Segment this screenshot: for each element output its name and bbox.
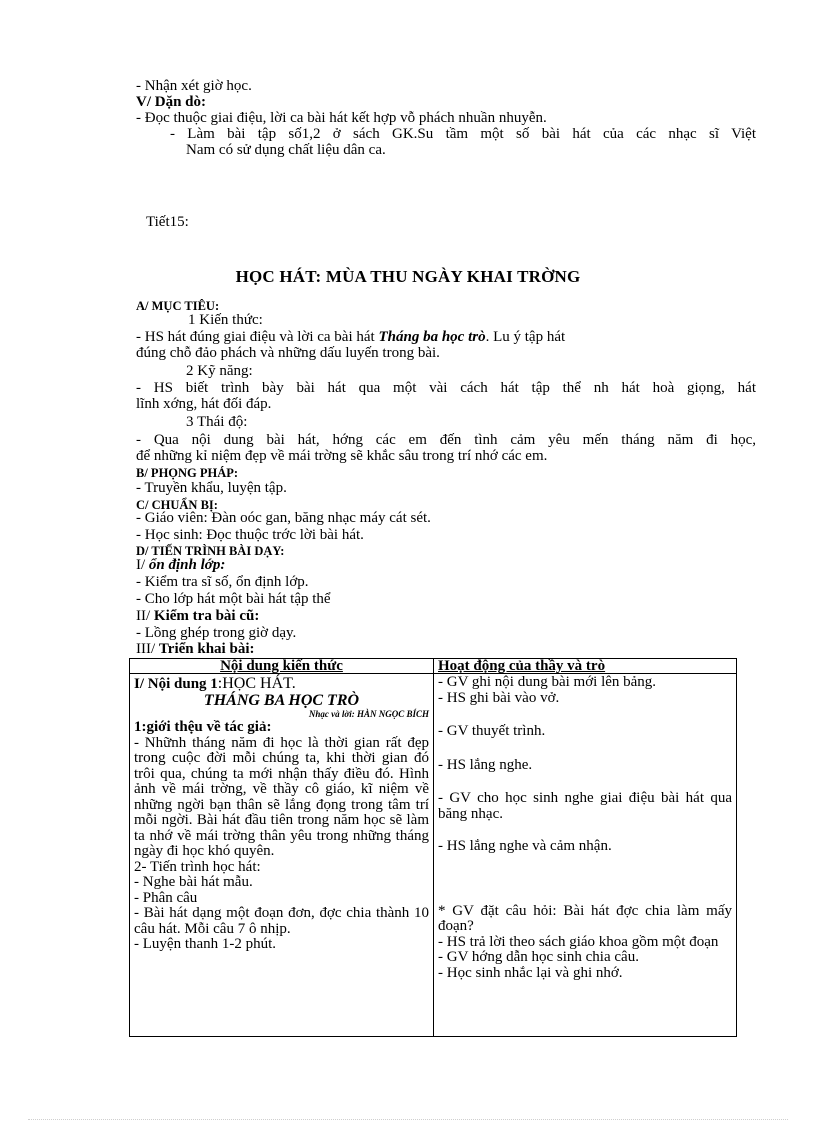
section-d1-line-2: - Cho lớp hát một bài hát tập thể <box>136 591 331 607</box>
activity-item: - HS lắng nghe và cảm nhận. <box>438 838 612 854</box>
activity-item: - GV ghi nội dung bài mới lên bảng. <box>438 674 657 690</box>
section-homework-heading: V/ Dặn dò: <box>136 94 207 110</box>
lesson-title: HỌC HÁT: MÙA THU NGÀY KHAI TRỜNG <box>235 267 581 286</box>
process-step-3: - Bài hát dạng một đoạn đơn, đợc chia thành 10 câu hát. Mỗi câu 7 ô nhịp. <box>134 905 429 937</box>
section-c-line-2: - Học sinh: Đọc thuộc trớc lời bài hát. <box>136 527 364 543</box>
activity-item: - HS lắng nghe. <box>438 756 533 773</box>
process-heading: 2- Tiến trình học hát: <box>134 858 261 875</box>
content-cell <box>130 674 434 1037</box>
song-title: THÁNG BA HỌC TRÒ <box>203 692 360 709</box>
section-d-heading: D/ TIẾN TRÌNH BÀI DẠY: <box>136 544 285 558</box>
homework-line-1: - Đọc thuộc giai điệu, lời ca bài hát kết hợp vỗ phách nhuần nhuyễn. <box>136 110 547 126</box>
author-intro-text: - Nhữnh tháng năm đi học là thời gian rất đẹp trong cuộc đời mỗi chúng ta, khi thời gian đó trôi qua, chúng ta mới nhận thấy điều đó. Hình ảnh về mái trờng, về thầy cô giáo, kĩ niệm về những ngời bạn thân sẽ lắng đọng trong tâm trí mỗi ngời. Bài hát đầu tiên trong năm học sẽ làm ta nhớ về mái trờng thân yêu trong những tháng ngày đi học khó quyên. <box>134 734 429 859</box>
section-a-heading: A/ MỤC TIÊU: <box>136 299 220 313</box>
process-step-1: - Nghe bài hát mẫu. <box>134 874 253 890</box>
activity-item: - HS ghi bài vào vở. <box>438 689 560 706</box>
activity-item: - GV cho học sinh nghe giai điệu bài hát qua băng nhạc. <box>438 790 732 822</box>
section-d3-heading <box>136 641 254 657</box>
author-intro-heading: 1:giới thệu về tác giả: <box>134 719 272 735</box>
activity-item: - GV hớng dẫn học sinh chia câu. <box>438 949 639 965</box>
homework-line-3: Nam có sử dụng chất liệu dân ca. <box>186 142 386 158</box>
lesson-number: Tiết15: <box>146 214 189 230</box>
section-a1-line-1 <box>136 329 565 345</box>
col-activity-header: Hoạt động của thầy và trò <box>434 659 737 674</box>
table-header-row <box>130 659 737 674</box>
activity-cell <box>434 674 737 1037</box>
content-heading-label: I/ Nội dung 1 <box>134 676 218 692</box>
song-credit: Nhạc và lời: HÀN NGỌC BÍCH <box>308 709 429 719</box>
section-a3-line-1: - Qua nội dung bài hát, hớng các em đến tình cảm yêu mến tháng năm đi học, <box>136 432 756 448</box>
activity-item: - Học sinh nhắc lại và ghi nhớ. <box>438 964 623 981</box>
section-a2-heading: 2 Kỹ năng: <box>186 363 253 379</box>
song-name: Tháng ba học trò <box>378 329 486 345</box>
section-d1-line-1: - Kiểm tra sĩ số, ổn định lớp. <box>136 574 309 590</box>
section-c-heading: C/ CHUẨN BỊ: <box>136 498 218 512</box>
heading-text: Kiểm tra bài cũ: <box>153 608 260 624</box>
section-a1-line-2: đúng chỗ đảo phách và những dấu luyến trong bài. <box>136 345 440 361</box>
section-d1-heading <box>136 557 225 573</box>
process-step-2: - Phân câu <box>134 889 198 906</box>
section-d2-line-1: - Lồng ghép trong giờ dạy. <box>136 625 297 641</box>
closing-remark: - Nhận xét giờ học. <box>136 78 252 94</box>
section-b-heading: B/ PHỌNG PHÁP: <box>136 466 239 480</box>
process-step-4: - Luyện thanh 1-2 phút. <box>134 936 277 952</box>
section-a1-heading: 1 Kiến thức: <box>188 312 263 328</box>
section-a2-line-2: lĩnh xớng, hát đối đáp. <box>136 396 272 412</box>
page-bottom-divider <box>28 1119 788 1120</box>
heading-text: ổn định lớp: <box>148 557 226 573</box>
heading-text: Triển khai bài: <box>158 641 255 657</box>
text: - HS hát đúng giai điệu và lời ca bài hát <box>136 329 379 345</box>
section-d2-heading <box>136 608 259 624</box>
text: I/ <box>136 557 149 573</box>
section-c-line-1: - Giáo viên: Đàn oóc gan, băng nhạc máy cát sét. <box>136 510 431 526</box>
section-a3-line-2: để những kỉ niệm đẹp về mái trờng sẽ khắc sâu trong trí nhớ các em. <box>136 448 548 464</box>
text: II/ <box>136 608 154 624</box>
section-b-line-1: - Truyền khẩu, luyện tập. <box>136 480 287 496</box>
table-row <box>130 674 737 1037</box>
content-heading <box>134 674 429 693</box>
section-a3-heading: 3 Thái độ: <box>186 414 248 430</box>
activity-item: - GV thuyết trình. <box>438 723 546 739</box>
activity-item: - HS trả lời theo sách giáo khoa gồm một đoạn <box>438 933 719 950</box>
content-heading-text: :HỌC HÁT. <box>217 675 296 692</box>
lesson-table <box>129 658 737 1037</box>
section-a2-line-1: - HS biết trình bày bài hát qua một vài cách hát tập thể nh hát hoà giọng, hát <box>136 380 756 396</box>
text: . Lu ý tập hát <box>485 329 566 345</box>
homework-line-2: - Làm bài tập số1,2 ở sách GK.Su tầm một số bài hát của các nhạc sĩ Việt <box>170 126 756 142</box>
col-content-header: Nội dung kiến thức <box>130 659 434 674</box>
text: III/ <box>136 641 159 657</box>
activity-item: * GV đặt câu hỏi: Bài hát đợc chia làm mấy đoạn? <box>438 902 732 934</box>
